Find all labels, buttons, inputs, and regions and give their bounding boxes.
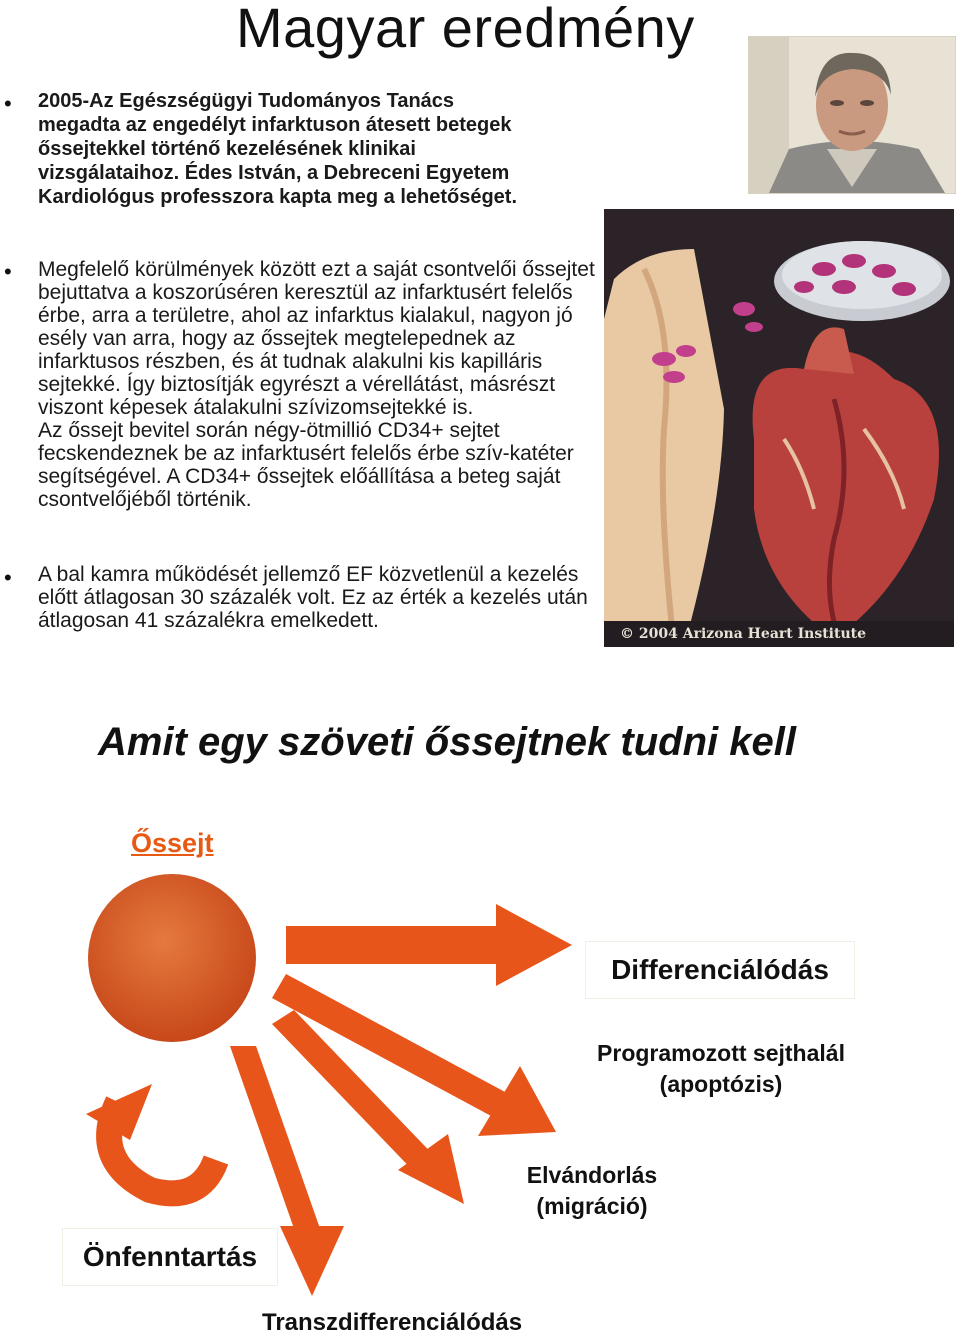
illustration-credit: © 2004 Arizona Heart Institute <box>620 626 867 642</box>
paragraph: A bal kamra működését jellemző EF közvetlenül a kezelés előtt átlagosan 30 százalék volt. Ez az érték a kezelés után átlagosan 41 százalékra emelkedett. <box>38 563 588 632</box>
self-renewal-arrow <box>86 1084 216 1193</box>
paragraph-bold: 2005-Az Egészségügyi Tudományos Tanács megadta az engedélyt infarktuson átesett betegek őssejtekkel történő kezelésének klinikai vizsgálataihoz. Édes István, a Debreceni Egyetem Kardiológus professzora kapta meg a lehetőséget. <box>38 90 518 208</box>
bullet-dot: • <box>4 565 12 590</box>
stem-cell-circle <box>88 874 256 1042</box>
paragraph <box>38 258 598 511</box>
label-self-renewal: Önfenntartás <box>63 1229 277 1285</box>
illustration-graphic <box>604 209 954 647</box>
portrait-illustration <box>749 37 955 193</box>
stem-cell-heart-illustration <box>604 209 954 647</box>
label-differentiation: Differenciálódás <box>586 942 854 998</box>
bullet-dot: • <box>4 259 12 284</box>
arrow-differentiation <box>286 904 572 986</box>
bullet-dot: • <box>4 91 12 116</box>
paragraph-text: Megfelelő körülmények között ezt a saját csontvelői őssejtet bejuttatva a koszorúséren keresztül az infarktusért felelős érbe, arra a területre, ahol az infarktus kialakul, nagyon jó esély van arra, hogy az őssejtek megtelepednek az infarktusos részben, és át tudnak alakulni kis kapilláris sejtekké. Így biztosítják egyrészt a vérellátást, másrészt viszont képesek átalakulni szívizomsejtekké is. <box>38 258 595 419</box>
page-title: Magyar eredmény <box>236 0 695 59</box>
stem-cell-label: Őssejt <box>131 828 214 858</box>
label-migration: Elvándorlás (migráció) <box>526 1162 658 1219</box>
label-apoptosis: Programozott sejthalál (apoptózis) <box>597 1040 845 1097</box>
portrait-photo <box>748 36 956 194</box>
section-title: Amit egy szöveti őssejtnek tudni kell <box>98 720 796 764</box>
paragraph-text: Az őssejt bevitel során négy-ötmillió CD34+ sejtet fecskendeznek be az infarktusért felelős érbe szív-katéter segítségével. A CD34+ őssejtek előállítása a beteg saját csontvelőjéből történik. <box>38 419 574 511</box>
label-transdifferentiation: Transzdifferenciálódás <box>262 1309 523 1336</box>
